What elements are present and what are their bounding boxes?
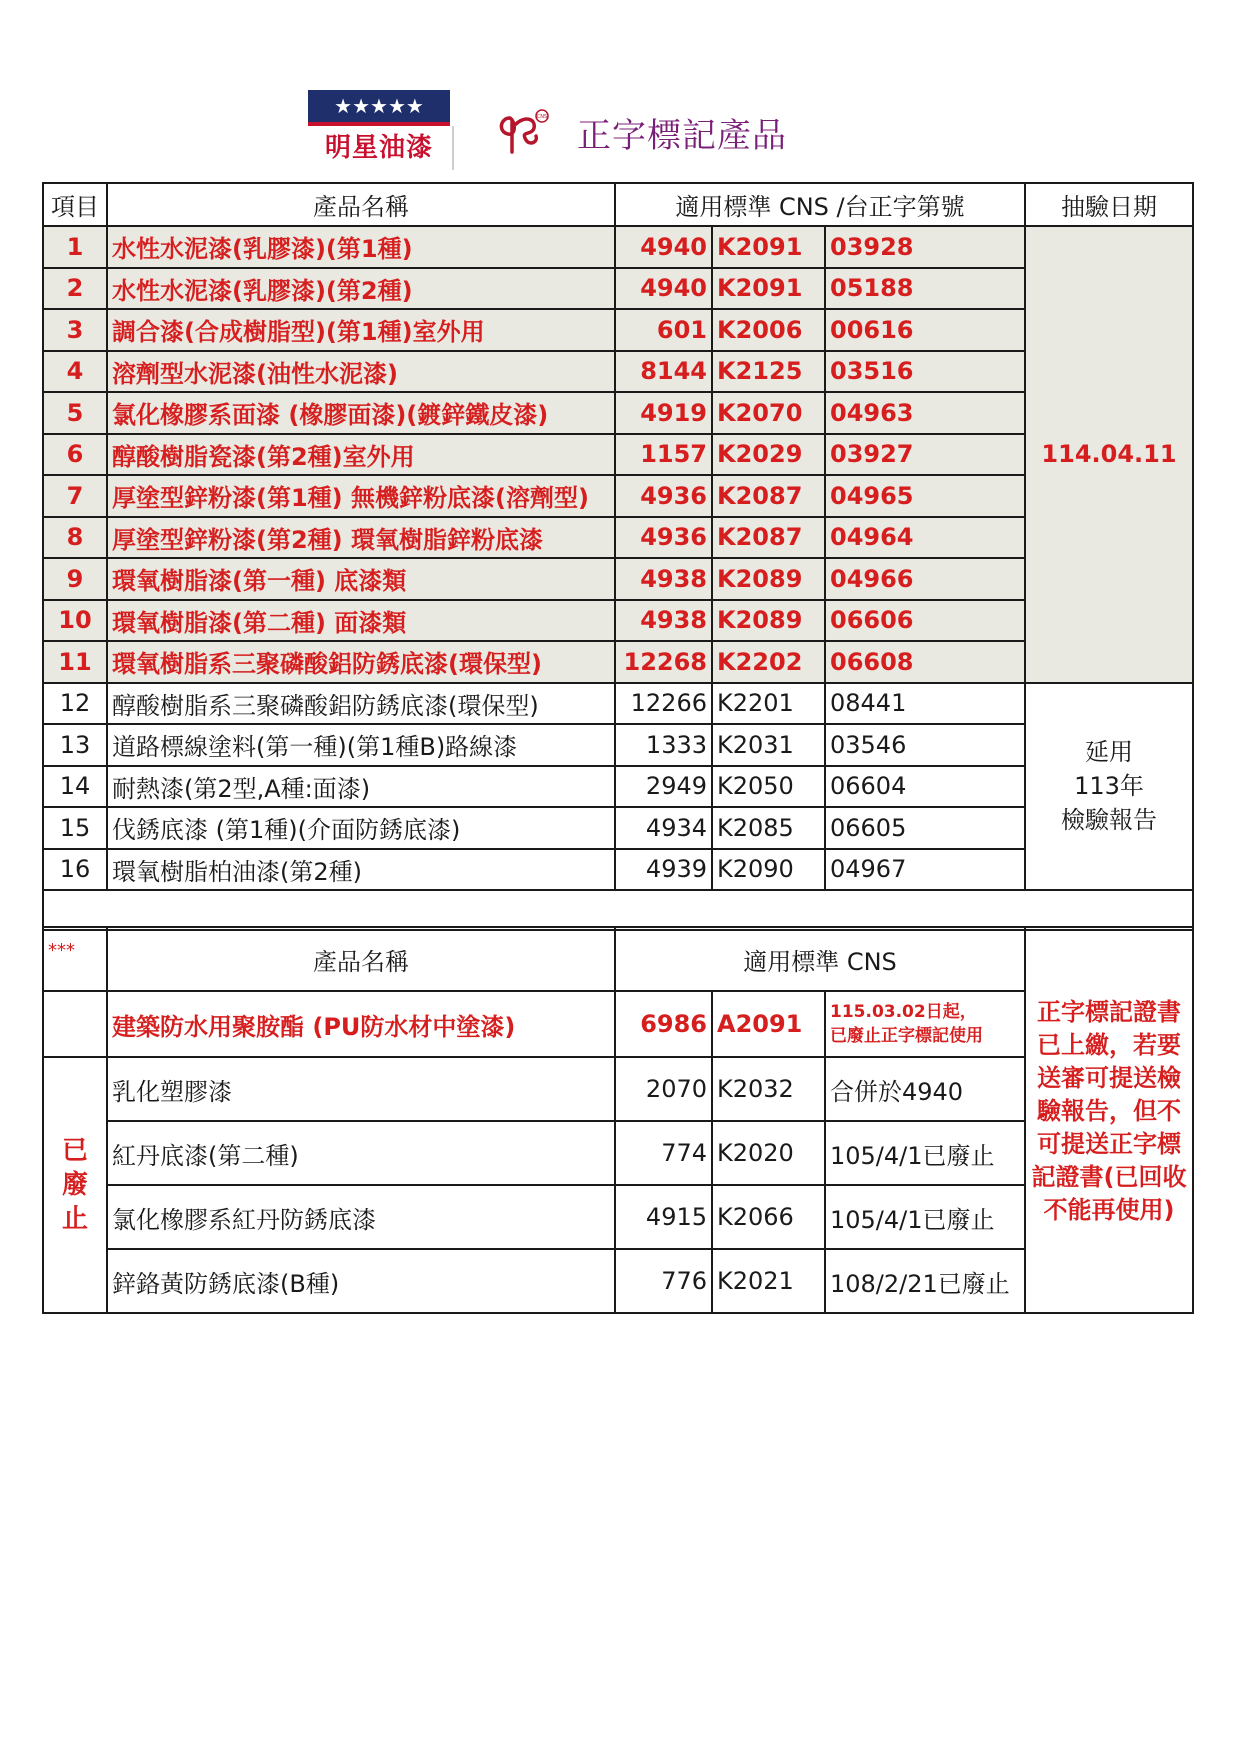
logo-stars: ★★★★★ [308,90,450,122]
table-row [43,226,1193,268]
product-name: 醇酸樹脂系三聚磷酸鋁防銹底漆(環保型) [107,683,615,725]
product-name: 耐熱漆(第2型,A種:面漆) [107,766,615,808]
product-name: 鋅鉻黃防銹底漆(B種) [107,1249,615,1313]
cns-code: K2091 [712,268,825,310]
header-name: 產品名稱 [107,927,615,991]
item-number: 7 [43,475,107,517]
item-number: 4 [43,351,107,393]
cns-code: K2021 [712,1249,825,1313]
cns-code: K2031 [712,724,825,766]
cns-number: 4940 [615,226,712,268]
cns-number: 1333 [615,724,712,766]
table-row [43,600,1193,642]
cns-code: K2070 [712,392,825,434]
table-row [43,268,1193,310]
certificate-note: 正字標記證書已上繳，若要送審可提送檢驗報告，但不可提送正字標記證書(已回收不能再使用) [1025,927,1193,1313]
certified-products-table [42,182,1194,931]
cns-code: A2091 [712,991,825,1057]
certificate-number: 03516 [825,351,1025,393]
table-row [43,351,1193,393]
status: 105/4/1已廢止 [825,1185,1025,1249]
product-name: 溶劑型水泥漆(油性水泥漆) [107,351,615,393]
item-number: 2 [43,268,107,310]
cns-number: 12268 [615,641,712,683]
product-name: 氯化橡膠系面漆 (橡膠面漆)(鍍鋅鐵皮漆) [107,392,615,434]
table-header-row [43,183,1193,226]
brand-name: 明星油漆 [324,133,433,163]
cns-number: 4936 [615,475,712,517]
status: 108/2/21已廢止 [825,1249,1025,1313]
cns-code: K2029 [712,434,825,476]
status: 115.03.02日起， 已廢止正字標記使用 [825,991,1025,1057]
certificate-number: 08441 [825,683,1025,725]
cns-number: 4919 [615,392,712,434]
certificate-number: 04963 [825,392,1025,434]
product-name: 厚塗型鋅粉漆(第1種) 無機鋅粉底漆(溶劑型) [107,475,615,517]
certificate-number: 06605 [825,807,1025,849]
table-row [43,1249,1193,1313]
item-number: 14 [43,766,107,808]
table-row [43,641,1193,683]
product-name: 水性水泥漆(乳膠漆)(第2種) [107,268,615,310]
certificate-number: 05188 [825,268,1025,310]
sample-date: 114.04.11 [1025,226,1193,683]
cns-number: 4936 [615,517,712,559]
status: 合併於4940 [825,1057,1025,1121]
cns-code: K2089 [712,558,825,600]
table-row [43,1185,1193,1249]
item-number: 6 [43,434,107,476]
table-row [43,517,1193,559]
cns-code: K2090 [712,849,825,891]
item-number: 15 [43,807,107,849]
header-date: 抽驗日期 [1025,183,1193,226]
item-number: 3 [43,309,107,351]
table-row [43,475,1193,517]
certificate-number: 06606 [825,600,1025,642]
abolished-label: 已 廢 止 [43,1057,107,1313]
cns-number: 8144 [615,351,712,393]
brand-logo [308,90,450,170]
cns-number: 601 [615,309,712,351]
table-row [43,1057,1193,1121]
table-row [43,392,1193,434]
header-item: 項目 [43,183,107,226]
cns-number: 6986 [615,991,712,1057]
certificate-number: 00616 [825,309,1025,351]
table-row [43,434,1193,476]
cns-number: 2949 [615,766,712,808]
product-name: 道路標線塗料(第一種)(第1種B)路線漆 [107,724,615,766]
cns-number: 12266 [615,683,712,725]
cns-code: K2091 [712,226,825,268]
item-number: 1 [43,226,107,268]
product-name: 伐銹底漆 (第1種)(介面防銹底漆) [107,807,615,849]
page-title: 正字標記產品 [577,116,787,156]
item-number: 11 [43,641,107,683]
item-number: 9 [43,558,107,600]
item-number: 5 [43,392,107,434]
cns-number: 4934 [615,807,712,849]
cns-code: K2006 [712,309,825,351]
item-number: 16 [43,849,107,891]
certificate-number: 03927 [825,434,1025,476]
item-number: 8 [43,517,107,559]
cns-code: K2085 [712,807,825,849]
svg-text:CNS: CNS [536,114,548,120]
cns-number: 4939 [615,849,712,891]
status: 105/4/1已廢止 [825,1121,1025,1185]
table-row-pu [43,991,1193,1057]
header-name: 產品名稱 [107,183,615,226]
product-name: 調合漆(合成樹脂型)(第1種)室外用 [107,309,615,351]
table-header-row [43,927,1193,991]
cns-number: 4915 [615,1185,712,1249]
product-name: 建築防水用聚胺酯 (PU防水材中塗漆) [107,991,615,1057]
cns-code: K2087 [712,517,825,559]
cns-code: K2089 [712,600,825,642]
table-row [43,558,1193,600]
table-row [43,849,1193,891]
product-name: 環氧樹脂漆(第一種) 底漆類 [107,558,615,600]
marker: *** [43,927,107,991]
product-name: 環氧樹脂漆(第二種) 面漆類 [107,600,615,642]
product-name: 乳化塑膠漆 [107,1057,615,1121]
table-row [43,1121,1193,1185]
header-standard: 適用標準 CNS [615,927,1025,991]
cns-number: 1157 [615,434,712,476]
product-name: 厚塗型鋅粉漆(第2種) 環氧樹脂鋅粉底漆 [107,517,615,559]
cns-number: 774 [615,1121,712,1185]
cns-code: K2066 [712,1185,825,1249]
table-row [43,807,1193,849]
certificate-number: 04965 [825,475,1025,517]
item-number: 12 [43,683,107,725]
cns-number: 4938 [615,558,712,600]
certificate-number: 06608 [825,641,1025,683]
certificate-number: 06604 [825,766,1025,808]
cns-code: K2125 [712,351,825,393]
certificate-number: 04967 [825,849,1025,891]
spacer-row [43,890,1193,930]
product-name: 氯化橡膠系紅丹防銹底漆 [107,1185,615,1249]
table-row [43,724,1193,766]
item-number: 10 [43,600,107,642]
certificate-number: 04964 [825,517,1025,559]
cns-code: K2087 [712,475,825,517]
cns-number: 2070 [615,1057,712,1121]
cns-number: 4940 [615,268,712,310]
product-name: 醇酸樹脂瓷漆(第2種)室外用 [107,434,615,476]
cns-mark-icon [494,108,550,154]
header-standard: 適用標準 CNS /台正字第號 [615,183,1025,226]
cns-number: 4938 [615,600,712,642]
product-name: 環氧樹脂柏油漆(第2種) [107,849,615,891]
item-number: 13 [43,724,107,766]
product-name: 紅丹底漆(第二種) [107,1121,615,1185]
product-name: 水性水泥漆(乳膠漆)(第1種) [107,226,615,268]
table-row [43,766,1193,808]
product-name: 環氧樹脂系三聚磷酸鋁防銹底漆(環保型) [107,641,615,683]
table-row [43,683,1193,725]
certificate-number: 03928 [825,226,1025,268]
cns-code: K2202 [712,641,825,683]
cns-code: K2201 [712,683,825,725]
certificate-number: 04966 [825,558,1025,600]
abolished-products-table [42,926,1194,1314]
certificate-number: 03546 [825,724,1025,766]
cns-number: 776 [615,1249,712,1313]
cns-code: K2032 [712,1057,825,1121]
cns-code: K2050 [712,766,825,808]
extended-report-note: 延用 113年 檢驗報告 [1025,683,1193,891]
cns-code: K2020 [712,1121,825,1185]
table-row [43,309,1193,351]
